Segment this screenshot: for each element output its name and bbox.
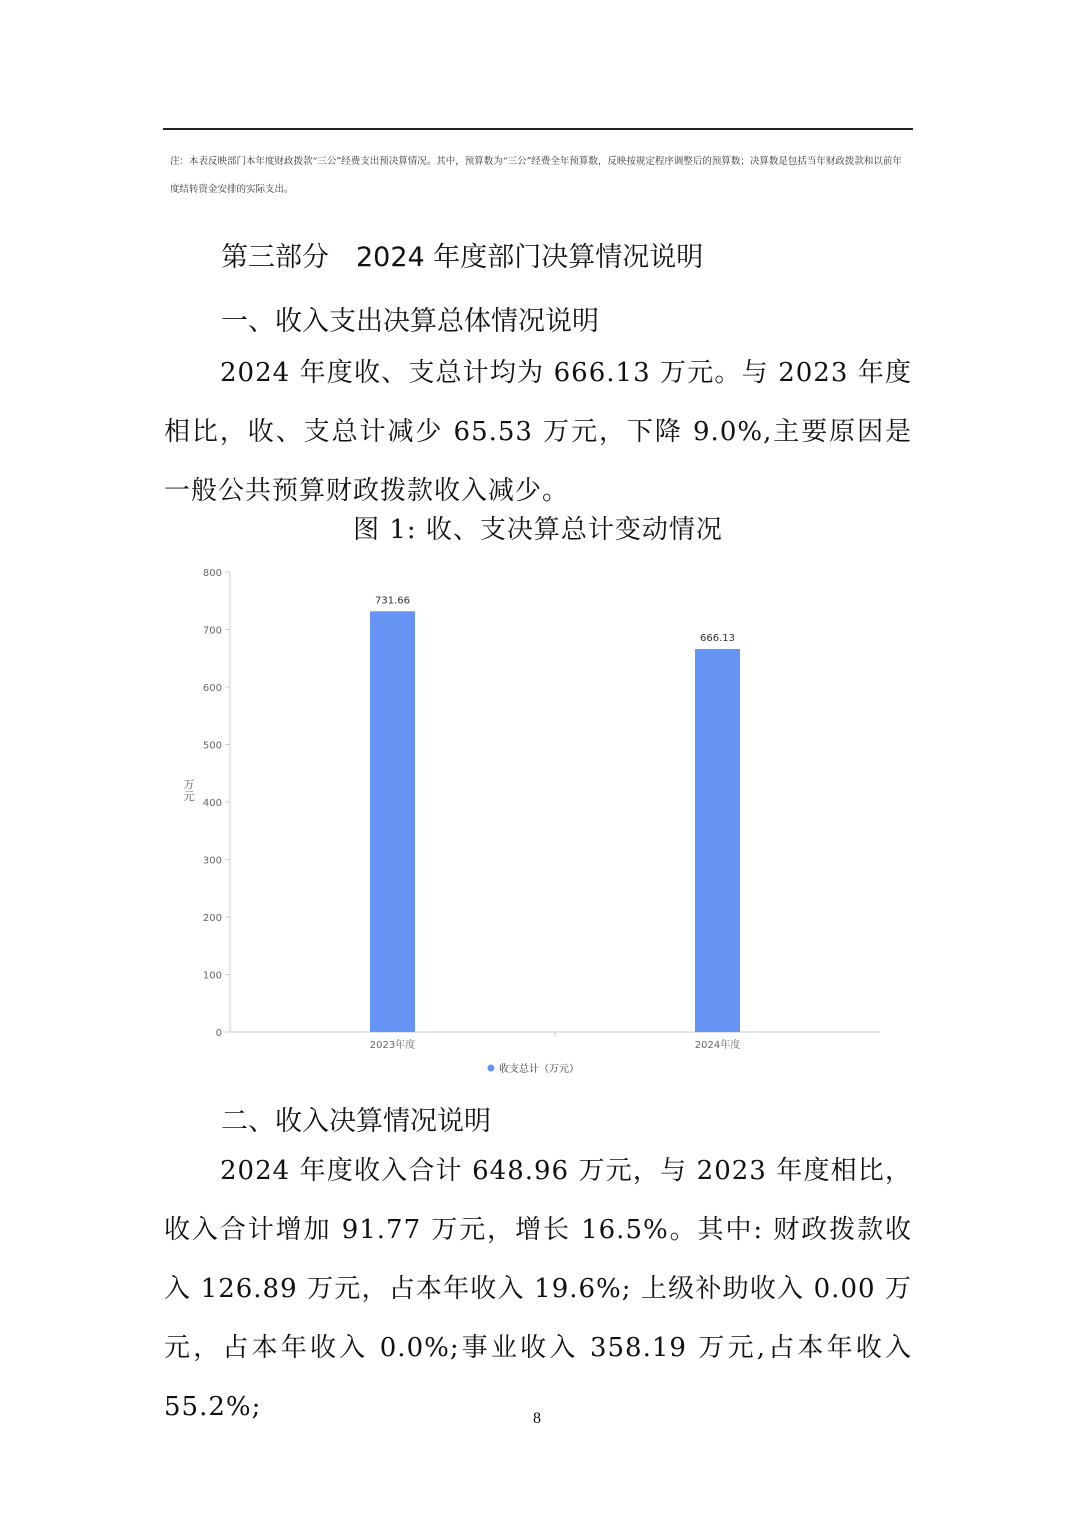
y-tick-label: 800 bbox=[202, 568, 222, 579]
y-axis-label-char: 元 bbox=[183, 790, 195, 803]
x-tick-label: 2023年度 bbox=[369, 1040, 416, 1051]
section2-paragraph bbox=[164, 1142, 912, 1437]
section2-paragraph-text: 2024 年度收入合计 648.96 万元，与 2023 年度相比，收入合计增加 91.77 万元，增长 16.5%。其中: 财政拨款收入 126.89 万元，占本年收入 19.6%; 上级补助收入 0.00 万元，占本年收入 0.0%;事业收入 358.19 万元,占本年收入 55.2%; bbox=[164, 1156, 912, 1422]
page-number: 8 bbox=[533, 1410, 541, 1427]
y-tick-label: 300 bbox=[202, 855, 222, 867]
y-tick-label: 100 bbox=[202, 970, 222, 982]
y-tick-label: 700 bbox=[202, 625, 222, 637]
bar bbox=[695, 649, 740, 1032]
x-tick-label: 2024年度 bbox=[694, 1040, 741, 1051]
bar bbox=[370, 611, 415, 1032]
section2-heading: 二、收入决算情况说明 bbox=[221, 1106, 491, 1137]
legend-label: 收支总计（万元） bbox=[499, 1064, 579, 1075]
y-tick-label: 0 bbox=[215, 1028, 222, 1039]
y-tick-label: 200 bbox=[202, 913, 222, 924]
part-heading: 第三部分 2024 年度部门决算情况说明 bbox=[221, 242, 704, 273]
bar-chart bbox=[170, 560, 890, 1080]
y-tick-label: 600 bbox=[202, 683, 222, 694]
table-note: 注：本表反映部门本年度财政拨款“三公”经费支出预决算情况。其中，预算数为“三公”经费全年预算数，反映按规定程序调整后的预算数；决算数是包括当年财政拨款和以前年度结转资金安排的实际支出。 bbox=[170, 156, 902, 195]
y-axis-label-char: 万 bbox=[183, 778, 195, 791]
bar-data-label: 666.13 bbox=[700, 632, 735, 644]
legend-marker bbox=[488, 1065, 495, 1072]
y-tick-label: 500 bbox=[202, 740, 222, 752]
bar-data-label: 731.66 bbox=[375, 595, 410, 607]
section1-heading: 一、收入支出决算总体情况说明 bbox=[221, 306, 599, 337]
figure-caption: 图 1: 收、支决算总计变动情况 bbox=[353, 515, 723, 545]
section1-paragraph-text: 2024 年度收、支总计均为 666.13 万元。与 2023 年度相比，收、支总计减少 65.53 万元，下降 9.0%,主要原因是一般公共预算财政拨款收入减少。 bbox=[164, 358, 912, 506]
top-rule bbox=[163, 128, 913, 130]
y-tick-label: 400 bbox=[202, 798, 222, 809]
section1-paragraph bbox=[164, 344, 912, 521]
